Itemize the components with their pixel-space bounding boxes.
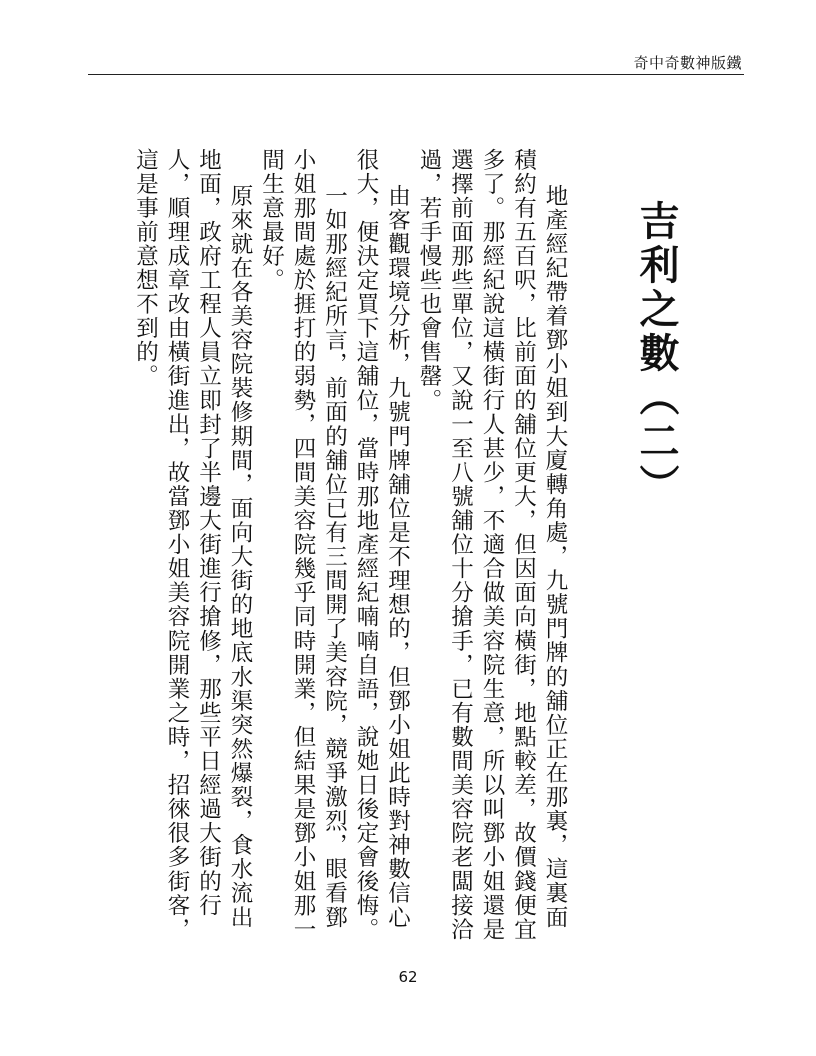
chapter-title: 吉利之數（二） <box>633 200 679 508</box>
paragraph-1: 地產經紀帶着鄧小姐到大廈轉角處，九號門牌的舖位正在那裏，這裏面積約有五百呎，比前面的舖位更大，但因面向橫街，地點較差，故價錢便宜多了。那經紀說這橫街行人甚少，不適合做美容院生意，所以叫鄧小姐還是選擇前面那些單位，又說一至八號舖位十分搶手，已有數間美容院老闆接洽過，若手慢些也會售罄。 <box>416 148 568 942</box>
paragraph-2: 由客觀環境分析，九號門牌舖位是不理想的，但鄧小姐此時對神數信心很大，便決定買下這舖位，當時那地產經紀喃喃自語，說她日後定會後悔。 <box>353 148 411 942</box>
running-header: 奇中奇數神版鐵 <box>633 54 742 72</box>
paragraph-3: 一如那經紀所言，前面的舖位已有三間開了美容院，競爭激烈，眼看鄧小姐那間處於捱打的弱勢，四間美容院幾乎同時開業，但結果是鄧小姐那一間生意最好。 <box>258 148 348 942</box>
paragraph-4: 原來就在各美容院裝修期間，面向大街的地底水渠突然爆裂，食水流出地面，政府工程人員立即封了半邊大街進行搶修，那些平日經過大街的行人，順理成章改由橫街進出，故當鄧小姐美容院開業之時，招徠很多街客，這是事前意想不到的。 <box>132 148 253 942</box>
header-divider <box>88 74 744 75</box>
body-text <box>129 148 570 948</box>
page-number: 62 <box>398 968 418 986</box>
